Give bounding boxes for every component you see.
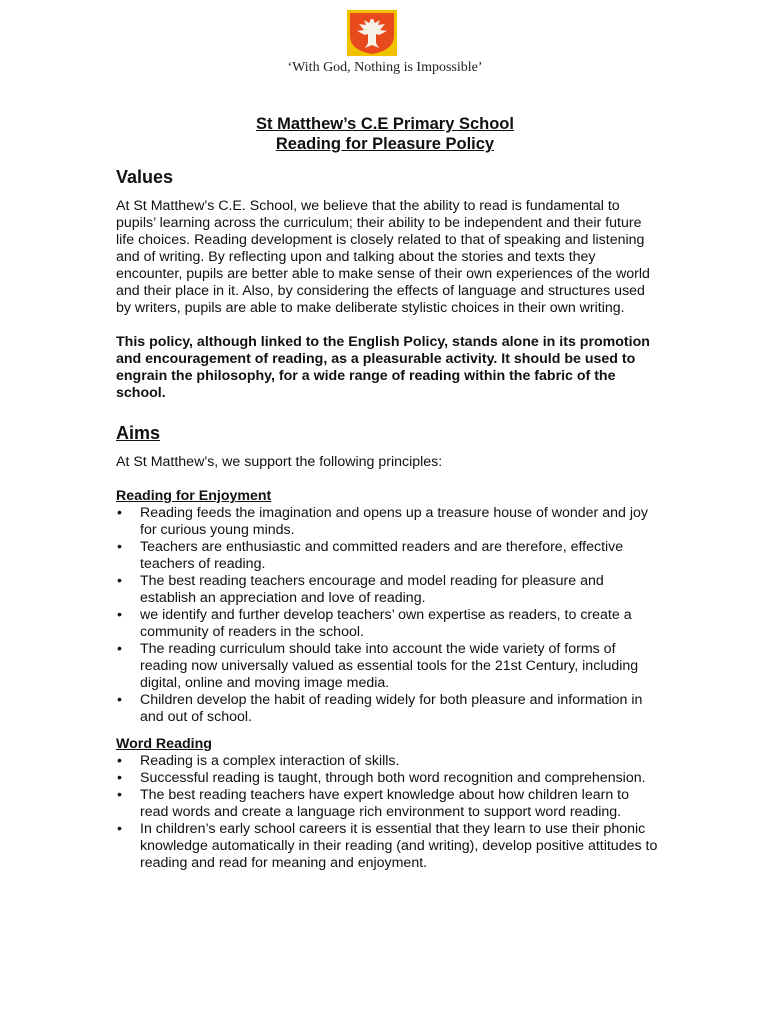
list-item: • The best reading teachers have expert knowledge about how children learn to read words and create a language rich environment to support word reading.: [116, 787, 661, 821]
policy-statement: This policy, although linked to the English Policy, stands alone in its promotion and encouragement of reading, as a pleasurable activity. It should be used to engrain the philosophy, for a wide range of reading within the fabric of the school.: [116, 334, 650, 401]
enjoyment-heading: Reading for Enjoyment: [116, 488, 272, 504]
word-reading-heading: Word Reading: [116, 736, 212, 752]
list-item: • Successful reading is taught, through both word recognition and comprehension.: [116, 770, 661, 787]
school-crest-icon: [347, 10, 397, 56]
enjoyment-list: [116, 505, 661, 726]
aims-intro: At St Matthew’s, we support the following principles:: [116, 454, 443, 470]
values-heading: Values: [116, 167, 174, 187]
list-item: • Reading feeds the imagination and opens up a treasure house of wonder and joy for curious young minds.: [116, 505, 661, 539]
page-title: [0, 114, 770, 154]
school-name: St Matthew’s C.E Primary School: [256, 115, 514, 133]
list-item: • Reading is a complex interaction of skills.: [116, 753, 661, 770]
list-item: • Teachers are enthusiastic and committed readers and are therefore, effective teachers of reading.: [116, 539, 661, 573]
list-item: • The best reading teachers encourage and model reading for pleasure and establish an appreciation and love of reading.: [116, 573, 661, 607]
word-reading-list: [116, 753, 661, 872]
aims-heading: Aims: [116, 423, 161, 443]
policy-title: Reading for Pleasure Policy: [275, 135, 495, 153]
list-item: • In children’s early school careers it is essential that they learn to use their phonic knowledge automatically in their reading (and writing), develop positive attitudes to reading and read for meaning and enjoyment.: [116, 821, 661, 872]
list-item: • The reading curriculum should take into account the wide variety of forms of reading now universally valued as essential tools for the 21st Century, including digital, online and moving image media.: [116, 641, 661, 692]
values-paragraph: At St Matthew’s C.E. School, we believe that the ability to read is fundamental to pupils’ learning across the curriculum; their ability to be independent and their future life choices. Reading development is closely related to that of speaking and listening and of writing. By reflecting upon and talking about the stories and texts they encounter, pupils are better able to make sense of their own experiences of the world and their place in it. Also, by considering the effects of language and structures used by writers, pupils are able to make deliberate stylistic choices in their own writing.: [116, 198, 650, 316]
list-item: • Children develop the habit of reading widely for both pleasure and information in and out of school.: [116, 692, 661, 726]
school-motto: ‘With God, Nothing is Impossible’: [287, 60, 483, 75]
list-item: • we identify and further develop teachers’ own expertise as readers, to create a community of readers in the school.: [116, 607, 661, 641]
document-body: [116, 166, 661, 882]
